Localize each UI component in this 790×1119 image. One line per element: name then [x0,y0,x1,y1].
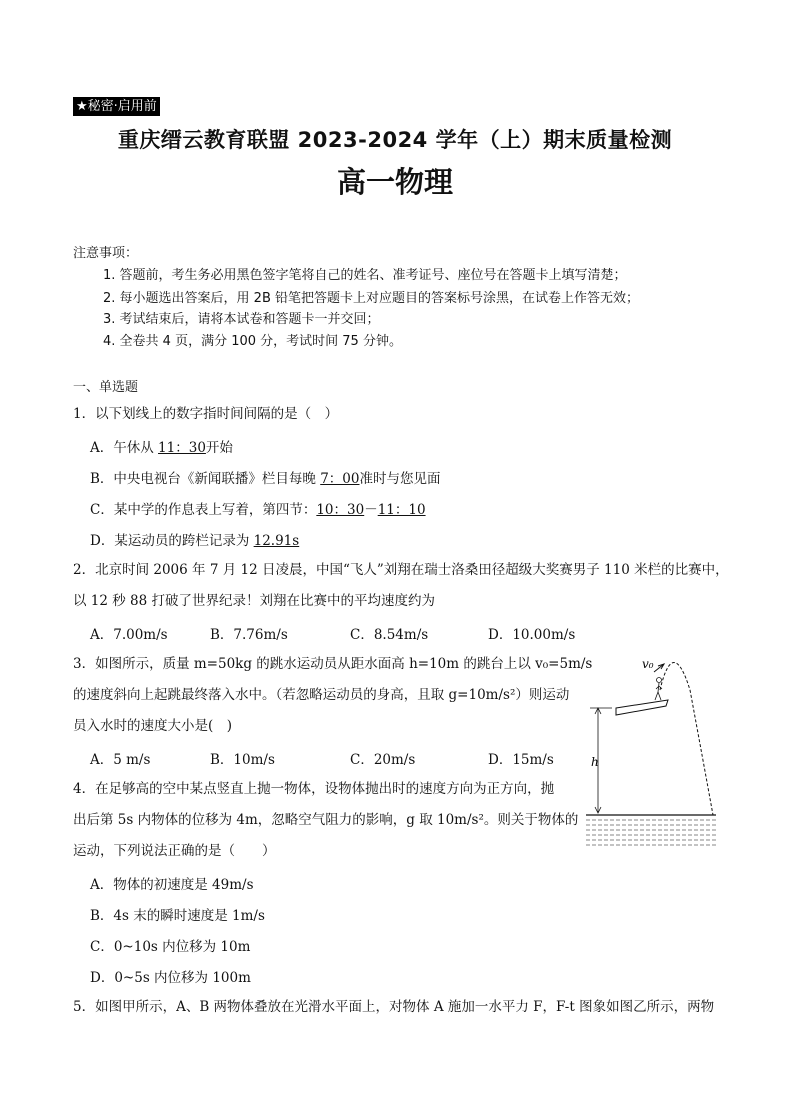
option-text: A．午休从 [90,440,159,456]
question-2-option-b: B．7.76m/s [210,627,288,643]
option-text: C．某中学的作息表上写着，第四节： [90,502,317,518]
question-4-option-b: B．4s 末的瞬时速度是 1m/s [90,908,265,924]
question-3-option-d: D．15m/s [488,752,554,768]
question-4-option-d: D．0~5s 内位移为 100m [90,970,251,986]
diver-head [657,678,662,683]
question-5-line-1: 5．如图甲所示，A、B 两物体叠放在光滑水平面上，对物体 A 施加一水平力 F，F-t 图象如图乙所示，两物 [73,999,715,1015]
diver-body [655,683,662,700]
option-text: － [364,502,378,518]
trajectory-path [660,663,713,816]
option-text: 开始 [205,440,233,456]
subject-title: 高一物理 [336,165,453,199]
question-1-option-a [90,436,233,456]
question-3-option-b: B．10m/s [210,752,275,768]
underlined-value: 10：30 [316,502,365,518]
confidential-label: ★秘密·启用前 [73,97,160,116]
diving-figure [578,650,728,855]
question-3-option-c: C．20m/s [350,752,416,768]
question-4-option-a: A．物体的初速度是 49m/s [90,877,254,893]
question-4-line-2: 出后第 5s 内物体的位移为 4m，忽略空气阻力的影响，g 取 10m/s²。则关于物体的 [73,812,579,828]
question-3-line-3: 员入水时的速度大小是( ) [73,718,233,734]
question-1-option-b [90,467,441,487]
question-2-option-c: C．8.54m/s [350,627,429,643]
underlined-value: 7：00 [320,471,360,487]
question-2-option-a: A．7.00m/s [90,627,168,643]
question-1-option-c [90,498,426,518]
question-2-option-d: D．10.00m/s [488,627,576,643]
question-1-option-d [90,529,299,549]
question-2-line-1: 2．北京时间 2006 年 7 月 12 日凌晨，中国“飞人”刘翔在瑞士洛桑田径超级大奖赛男子 110 米栏的比赛中， [73,562,729,578]
option-text: B．中央电视台《新闻联播》栏目每晚 [90,471,321,487]
notice-item-3: 3. 考试结束后，请将本试卷和答题卡一并交回； [103,312,380,327]
question-2-line-2: 以 12 秒 88 打破了世界纪录！刘翔在比赛中的平均速度约为 [73,593,436,609]
question-4-option-c: C．0~10s 内位移为 10m [90,939,251,955]
question-3-line-1: 3．如图所示，质量 m=50kg 的跳水运动员从距水面高 h=10m 的跳台上以 v₀=5m/s [73,656,593,672]
exam-title: 重庆缙云教育联盟 2023-2024 学年（上）期末质量检测 [117,128,673,152]
question-4-line-3: 运动，下列说法正确的是（ ） [73,843,276,859]
question-1-stem: 1．以下划线上的数字指时间间隔的是（ ） [73,406,339,422]
section-title: 一、单选题 [73,380,139,395]
v0-label: v₀ [642,657,654,671]
notice-item-2: 2. 每小题选出答案后，用 2B 铅笔把答题卡上对应题目的答案标号涂黑，在试卷上作答无效； [103,291,639,306]
underlined-value: 12.91s [253,533,300,549]
question-3-option-a: A．5 m/s [90,752,151,768]
option-text: 准时与您见面 [359,471,441,487]
question-4-line-1: 4．在足够高的空中某点竖直上抛一物体，设物体抛出时的速度方向为正方向，抛 [73,781,555,797]
underlined-value: 11：10 [377,502,426,518]
option-text: D．某运动员的跨栏记录为 [90,533,254,549]
notice-item-4: 4. 全卷共 4 页，满分 100 分，考试时间 75 分钟。 [103,334,402,349]
notice-heading: 注意事项： [73,246,139,261]
diving-platform [616,700,668,715]
underlined-value: 11：30 [158,440,206,456]
notice-item-1: 1. 答题前，考生务必用黑色签字笔将自己的姓名、准考证号、座位号在答题卡上填写清楚； [103,268,627,283]
question-3-line-2: 的速度斜向上起跳最终落入水中。（若忽略运动员的身高，且取 g=10m/s²）则运动 [73,687,570,703]
h-label: h [591,755,599,769]
